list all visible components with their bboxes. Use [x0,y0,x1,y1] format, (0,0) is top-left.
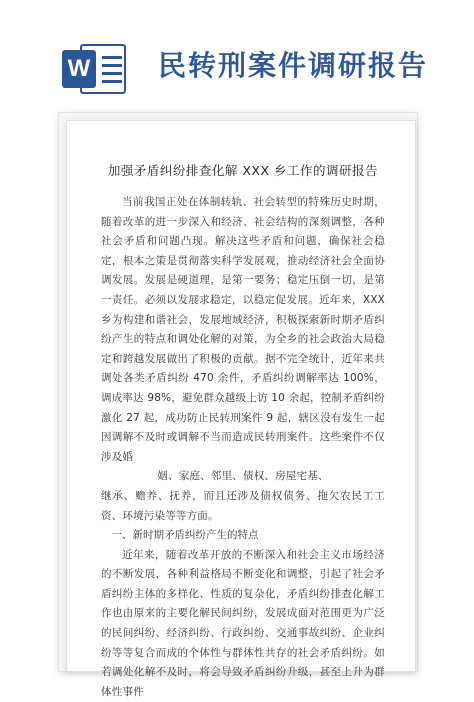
section-heading-1: 一、新时期矛盾纠纷产生的特点 [111,529,259,542]
header-banner [0,0,474,100]
paragraph-intro: 当前我国正处在体制转轨、社会转型的特殊历史时期，随着改革的进一步深入和经济、社会结构的深刻调整，各种社会矛盾和问题凸现。解决这些矛盾和问题，确保社会稳定，根本之策是贯彻落实科学发展观，推动经济社会全面协调发展。发展是硬道理，是第一要务；稳定压倒一切，是第一责任。必须以发展求稳定，以稳定促发展。近年来，XXX乡为构建和谐社会，发展地域经济，积极探索新时期矛盾纠纷产生的特点和调处化解的对策，为全乡的社会政治大局稳定和跨越发展做出了积极的贡献。据不完全统计，近年来共调处各类矛盾纠纷 470 余件，矛盾纠纷调解率达 100%，调成率达 98%，避免群众越级上访 10 余起，控制矛盾纠纷激化 27 起，成功防止民转刑案件 9 起，辖区没有发生一起因调解不及时或调解不当而造成民转刑案件。这些案件不仅涉及婚 [101,196,385,463]
document-page [66,120,416,698]
document-title: 加强矛盾纠纷排查化解 XXX 乡工作的调研报告 [107,163,379,178]
banner-title: 民转刑案件调研报告 [158,49,429,82]
paragraph-intro-continued: 姻、家庭、邻里、债权、房屋宅基、 [157,470,329,483]
word-logo-letter: W [62,50,96,88]
paragraph-intro-end: 继承、赡养、抚养，而且还涉及债权债务、拖欠农民工工资、环境污染等等方面。 [101,489,385,522]
paragraph-section-1: 近年来，随着改革开放的不断深入和社会主义市场经济的不断发展，各种利益格局不断变化和调整，引起了社会矛盾纠纷主体的多样化、性质的复杂化，矛盾纠纷排查化解工作也由原来的主要化解民间纠纷，发展成面对范围更为广泛的民间纠纷、经济纠纷、行政纠纷、交通事故纠纷、企业纠纷等等复合而成的个体性与群体性共存的社会矛盾纠纷。如若调处化解不及时，将会导致矛盾纠纷升级，甚至上升为群体性事件 [101,548,385,698]
word-document-icon [62,40,128,96]
